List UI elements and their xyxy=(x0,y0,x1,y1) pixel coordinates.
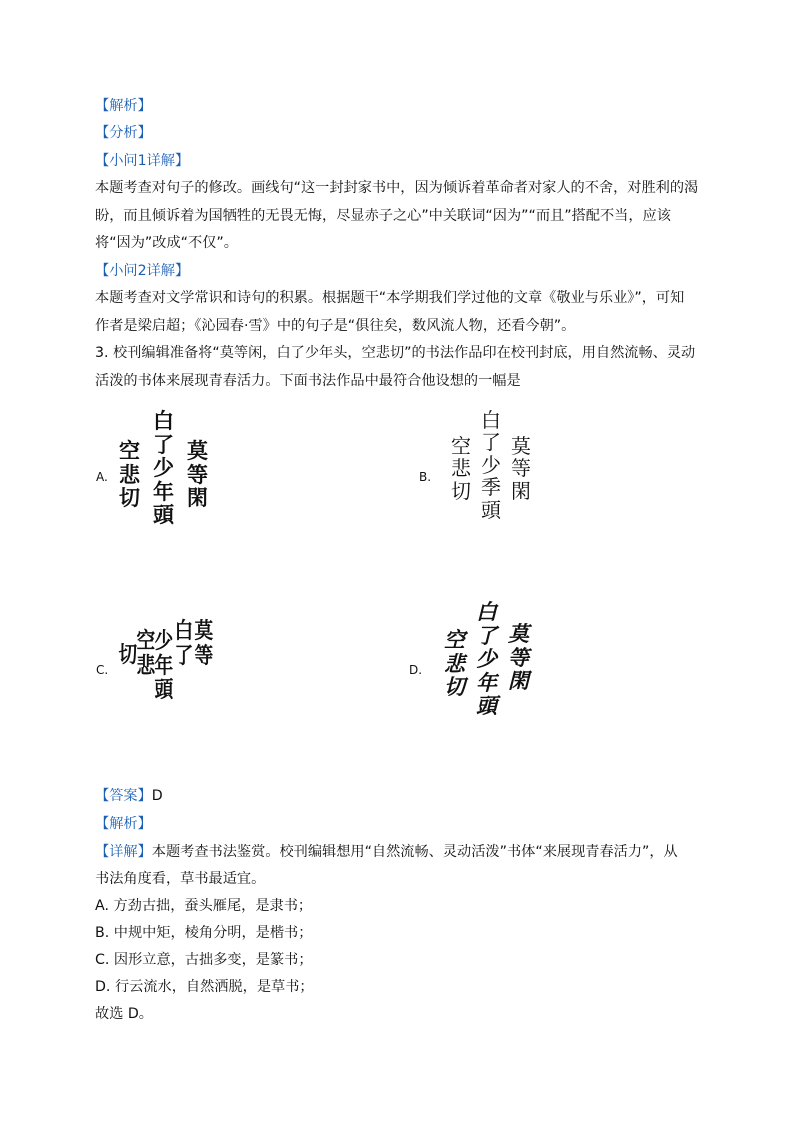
calligraphy-glyph: 悲 xyxy=(119,461,140,487)
q2-text-line: 本题考查对文学常识和诗句的积累。根据题干“本学期我们学过他的文章《敬业与乐业》”，可知 xyxy=(95,290,685,306)
calligraphy-glyph: 悲 xyxy=(444,650,465,676)
q3-text-line: 3. 校刊编辑准备将“莫等闲，白了少年头，空悲切”的书法作品印在校刊封底，用自然流畅、灵动 xyxy=(95,345,696,361)
answer-value: D xyxy=(151,788,163,804)
calligraphy-glyph: 莫 xyxy=(511,434,531,458)
choice-explanation: A. 方劲古拙，蚕头雁尾，是隶书； xyxy=(95,898,313,914)
calligraphy-glyph: 等 xyxy=(508,644,529,670)
analysis-detail-line: 书法角度看，草书最适宜。 xyxy=(95,871,266,887)
calligraphy-glyph: 年 xyxy=(153,478,174,504)
calligraphy-glyph: 了 xyxy=(153,431,174,457)
q1-text-line: 将“因为”改成“不仅”。 xyxy=(95,235,238,251)
calligraphy-glyph: 等 xyxy=(194,642,212,669)
calligraphy-column xyxy=(153,629,173,703)
calligraphy-glyph: 少 xyxy=(476,646,497,672)
calligraphy-column xyxy=(119,439,140,510)
calligraphy-glyph: 年 xyxy=(154,652,172,679)
calligraphy-glyph: 等 xyxy=(187,461,208,487)
calligraphy-column xyxy=(451,435,471,502)
calligraphy-glyph: 少 xyxy=(481,452,501,477)
calligraphy-glyph: 閑 xyxy=(187,485,208,511)
q3-text-line: 活泼的书体来展现青春活力。下面书法作品中最符合他设想的一幅是 xyxy=(95,373,521,389)
calligraphy-glyph: 了 xyxy=(476,622,497,648)
calligraphy-glyph: 年 xyxy=(476,669,497,695)
calligraphy-glyph: 切 xyxy=(119,485,140,511)
calligraphy-glyph: 切 xyxy=(118,642,136,668)
choice-explanation: B. 中规中矩，棱角分明，是楷书； xyxy=(95,925,313,941)
q2-text-line: 作者是梁启超；《沁园春·雪》中的句子是“俱往矣，数风流人物，还看今朝”。 xyxy=(95,318,576,334)
calligraphy-glyph: 白 xyxy=(481,408,501,432)
calligraphy-glyph: 切 xyxy=(451,478,471,503)
calligraphy-option-a xyxy=(115,405,255,545)
option-b-label: B. xyxy=(419,470,432,484)
calligraphy-column xyxy=(173,619,193,668)
detail-text: 本题考查书法鉴赏。校刊编辑想用“自然流畅、灵动活泼”书体“来展现青春活力”，从 xyxy=(151,844,678,860)
calligraphy-glyph: 白 xyxy=(153,408,174,433)
calligraphy-column xyxy=(117,643,137,668)
calligraphy-column xyxy=(476,600,497,718)
analysis-tag: 【解析】 xyxy=(95,816,152,832)
conclusion: 故选 D。 xyxy=(95,1006,153,1022)
q2-detail-tag: 【小问2详解】 xyxy=(95,263,190,279)
option-d-label: D. xyxy=(409,663,423,677)
calligraphy-glyph: 少 xyxy=(154,628,172,654)
calligraphy-glyph: 莫 xyxy=(194,618,212,644)
answer-line xyxy=(95,786,163,806)
calligraphy-glyph: 空 xyxy=(136,628,154,654)
calligraphy-glyph: 空 xyxy=(119,438,140,463)
calligraphy-option-c xyxy=(115,615,255,755)
calligraphy-column xyxy=(511,435,531,502)
calligraphy-glyph: 等 xyxy=(511,456,531,481)
option-c-label: C. xyxy=(96,663,109,677)
calligraphy-column xyxy=(444,628,465,699)
calligraphy-glyph: 白 xyxy=(476,599,497,624)
choice-explanation: C. 因形立意，古拙多变，是篆书； xyxy=(95,952,313,968)
answer-tag: 【答案】 xyxy=(95,788,152,804)
calligraphy-column xyxy=(187,439,208,510)
calligraphy-column xyxy=(153,409,174,527)
calligraphy-glyph: 空 xyxy=(444,627,465,652)
calligraphy-glyph: 少 xyxy=(153,455,174,481)
calligraphy-glyph: 閑 xyxy=(511,478,531,503)
choice-explanation: D. 行云流水，自然洒脱，是草书； xyxy=(95,979,314,995)
analysis-detail-line xyxy=(95,842,678,862)
calligraphy-glyph: 切 xyxy=(444,674,465,700)
calligraphy-glyph: 季 xyxy=(481,475,501,500)
section-header-jiexi: 【解析】 xyxy=(95,98,152,114)
calligraphy-column xyxy=(135,629,155,678)
calligraphy-glyph: 空 xyxy=(451,434,471,458)
calligraphy-column xyxy=(508,622,529,693)
calligraphy-option-d xyxy=(430,598,570,738)
calligraphy-glyph: 莫 xyxy=(187,438,208,463)
calligraphy-column xyxy=(481,409,501,521)
section-header-fenxi: 【分析】 xyxy=(95,125,152,141)
calligraphy-column xyxy=(193,619,213,668)
calligraphy-glyph: 頭 xyxy=(481,497,501,522)
calligraphy-glyph: 悲 xyxy=(136,652,154,679)
calligraphy-glyph: 悲 xyxy=(451,456,471,481)
detail-tag: 【详解】 xyxy=(95,844,152,860)
q1-text-line: 盼，而且倾诉着为国牺牲的无畏无悔，尽显赤子之心”中关联词“因为”“而且”搭配不当，应该 xyxy=(95,208,671,224)
q1-text-line: 本题考查对句子的修改。画线句“这一封封家书中，因为倾诉着革命者对家人的不舍，对胜利的渴 xyxy=(95,180,699,196)
calligraphy-option-b xyxy=(445,405,585,545)
calligraphy-glyph: 莫 xyxy=(508,621,529,646)
calligraphy-glyph: 頭 xyxy=(154,677,172,704)
calligraphy-glyph: 頭 xyxy=(153,502,174,528)
calligraphy-glyph: 白 xyxy=(174,618,192,644)
calligraphy-glyph: 了 xyxy=(174,642,192,669)
calligraphy-glyph: 了 xyxy=(481,430,501,455)
calligraphy-glyph: 頭 xyxy=(476,693,497,719)
calligraphy-glyph: 閑 xyxy=(508,668,529,694)
q1-detail-tag: 【小问1详解】 xyxy=(95,153,190,169)
option-a-label: A. xyxy=(96,470,108,484)
